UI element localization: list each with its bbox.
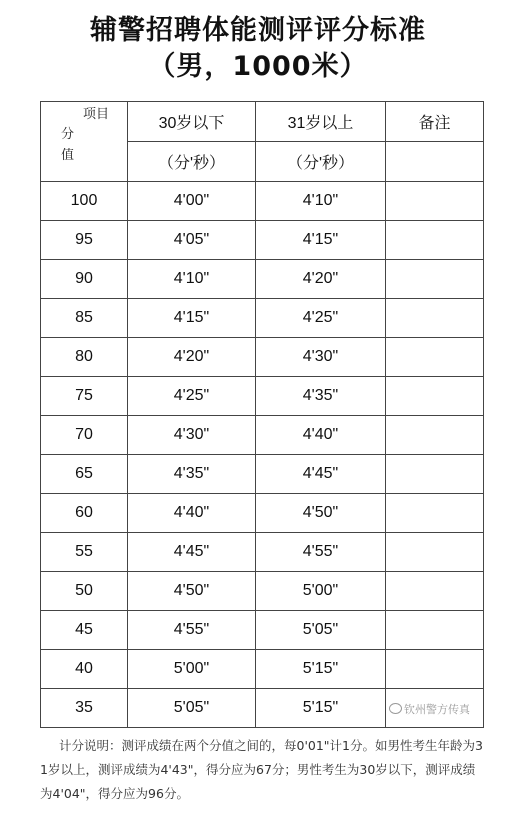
header-under30: 30岁以下 (128, 102, 256, 142)
table-row (41, 182, 484, 221)
table-row (41, 377, 484, 416)
unit-remarks (386, 142, 484, 182)
table-row (41, 338, 484, 377)
page-title: 辅警招聘体能测评评分标准 (90, 15, 426, 46)
table-row (41, 260, 484, 299)
corner-header-cell (41, 102, 128, 182)
remarks-cell (386, 299, 484, 338)
corner-label-score: 分 (61, 126, 75, 141)
remarks-cell (386, 533, 484, 572)
table-row (41, 572, 484, 611)
wechat-icon (389, 703, 402, 714)
score-cell: 60 (41, 494, 128, 533)
time-under30-cell: 4'35" (128, 455, 256, 494)
time-over31-cell: 4'25" (256, 299, 386, 338)
table-row (41, 611, 484, 650)
score-cell: 95 (41, 221, 128, 260)
remarks-cell (386, 572, 484, 611)
time-over31-cell: 4'30" (256, 338, 386, 377)
time-under30-cell: 4'55" (128, 611, 256, 650)
score-cell: 80 (41, 338, 128, 377)
header-remarks: 备注 (386, 102, 484, 142)
score-cell: 75 (41, 377, 128, 416)
score-cell: 50 (41, 572, 128, 611)
score-table (40, 101, 484, 728)
time-over31-cell: 5'00" (256, 572, 386, 611)
time-under30-cell: 4'45" (128, 533, 256, 572)
watermark-text: 钦州警方传真 (404, 704, 470, 716)
time-over31-cell: 4'45" (256, 455, 386, 494)
table-row (41, 689, 484, 728)
scoring-note: 计分说明：测评成绩在两个分值之间的，每0'01"计1分。如男性考生年龄为31岁以上，测评成绩为4'43"，得分应为67分；男性考生为30岁以下，测评成绩为4'04"，得分应为96分。 (40, 738, 483, 801)
score-cell: 90 (41, 260, 128, 299)
table-row (41, 494, 484, 533)
time-over31-cell: 4'10" (256, 182, 386, 221)
time-over31-cell: 4'15" (256, 221, 386, 260)
remarks-cell (386, 650, 484, 689)
watermark (389, 701, 481, 717)
header-over31: 31岁以上 (256, 102, 386, 142)
score-cell: 70 (41, 416, 128, 455)
remarks-cell (386, 416, 484, 455)
time-over31-cell: 4'55" (256, 533, 386, 572)
corner-label-value: 值 (61, 147, 75, 162)
remarks-cell (386, 494, 484, 533)
time-under30-cell: 4'15" (128, 299, 256, 338)
table-row (41, 650, 484, 689)
time-over31-cell: 4'40" (256, 416, 386, 455)
time-over31-cell: 4'20" (256, 260, 386, 299)
header-row (41, 102, 484, 142)
time-over31-cell: 5'05" (256, 611, 386, 650)
score-cell: 55 (41, 533, 128, 572)
time-under30-cell: 4'05" (128, 221, 256, 260)
score-cell: 100 (41, 182, 128, 221)
remarks-cell (386, 221, 484, 260)
time-under30-cell: 4'30" (128, 416, 256, 455)
time-under30-cell: 5'05" (128, 689, 256, 728)
time-under30-cell: 4'20" (128, 338, 256, 377)
remarks-cell (386, 455, 484, 494)
time-under30-cell: 4'40" (128, 494, 256, 533)
time-under30-cell: 4'10" (128, 260, 256, 299)
score-cell: 35 (41, 689, 128, 728)
time-under30-cell: 4'25" (128, 377, 256, 416)
time-over31-cell: 5'15" (256, 650, 386, 689)
time-over31-cell: 4'50" (256, 494, 386, 533)
score-cell: 40 (41, 650, 128, 689)
table-row (41, 533, 484, 572)
time-under30-cell: 4'50" (128, 572, 256, 611)
remarks-cell (386, 338, 484, 377)
table-row (41, 416, 484, 455)
time-under30-cell: 5'00" (128, 650, 256, 689)
corner-label-item: 项目 (83, 106, 110, 121)
time-under30-cell: 4'00" (128, 182, 256, 221)
time-over31-cell: 5'15" (256, 689, 386, 728)
table-row (41, 455, 484, 494)
remarks-cell (386, 377, 484, 416)
remarks-cell (386, 260, 484, 299)
score-cell: 65 (41, 455, 128, 494)
table-row (41, 221, 484, 260)
page-subtitle: （男，1000米） (148, 51, 368, 82)
score-cell: 85 (41, 299, 128, 338)
remarks-cell (386, 689, 484, 728)
remarks-cell (386, 611, 484, 650)
remarks-cell (386, 182, 484, 221)
unit-over31: （分'秒） (256, 142, 386, 182)
table-row (41, 299, 484, 338)
score-cell: 45 (41, 611, 128, 650)
unit-under30: （分'秒） (128, 142, 256, 182)
time-over31-cell: 4'35" (256, 377, 386, 416)
